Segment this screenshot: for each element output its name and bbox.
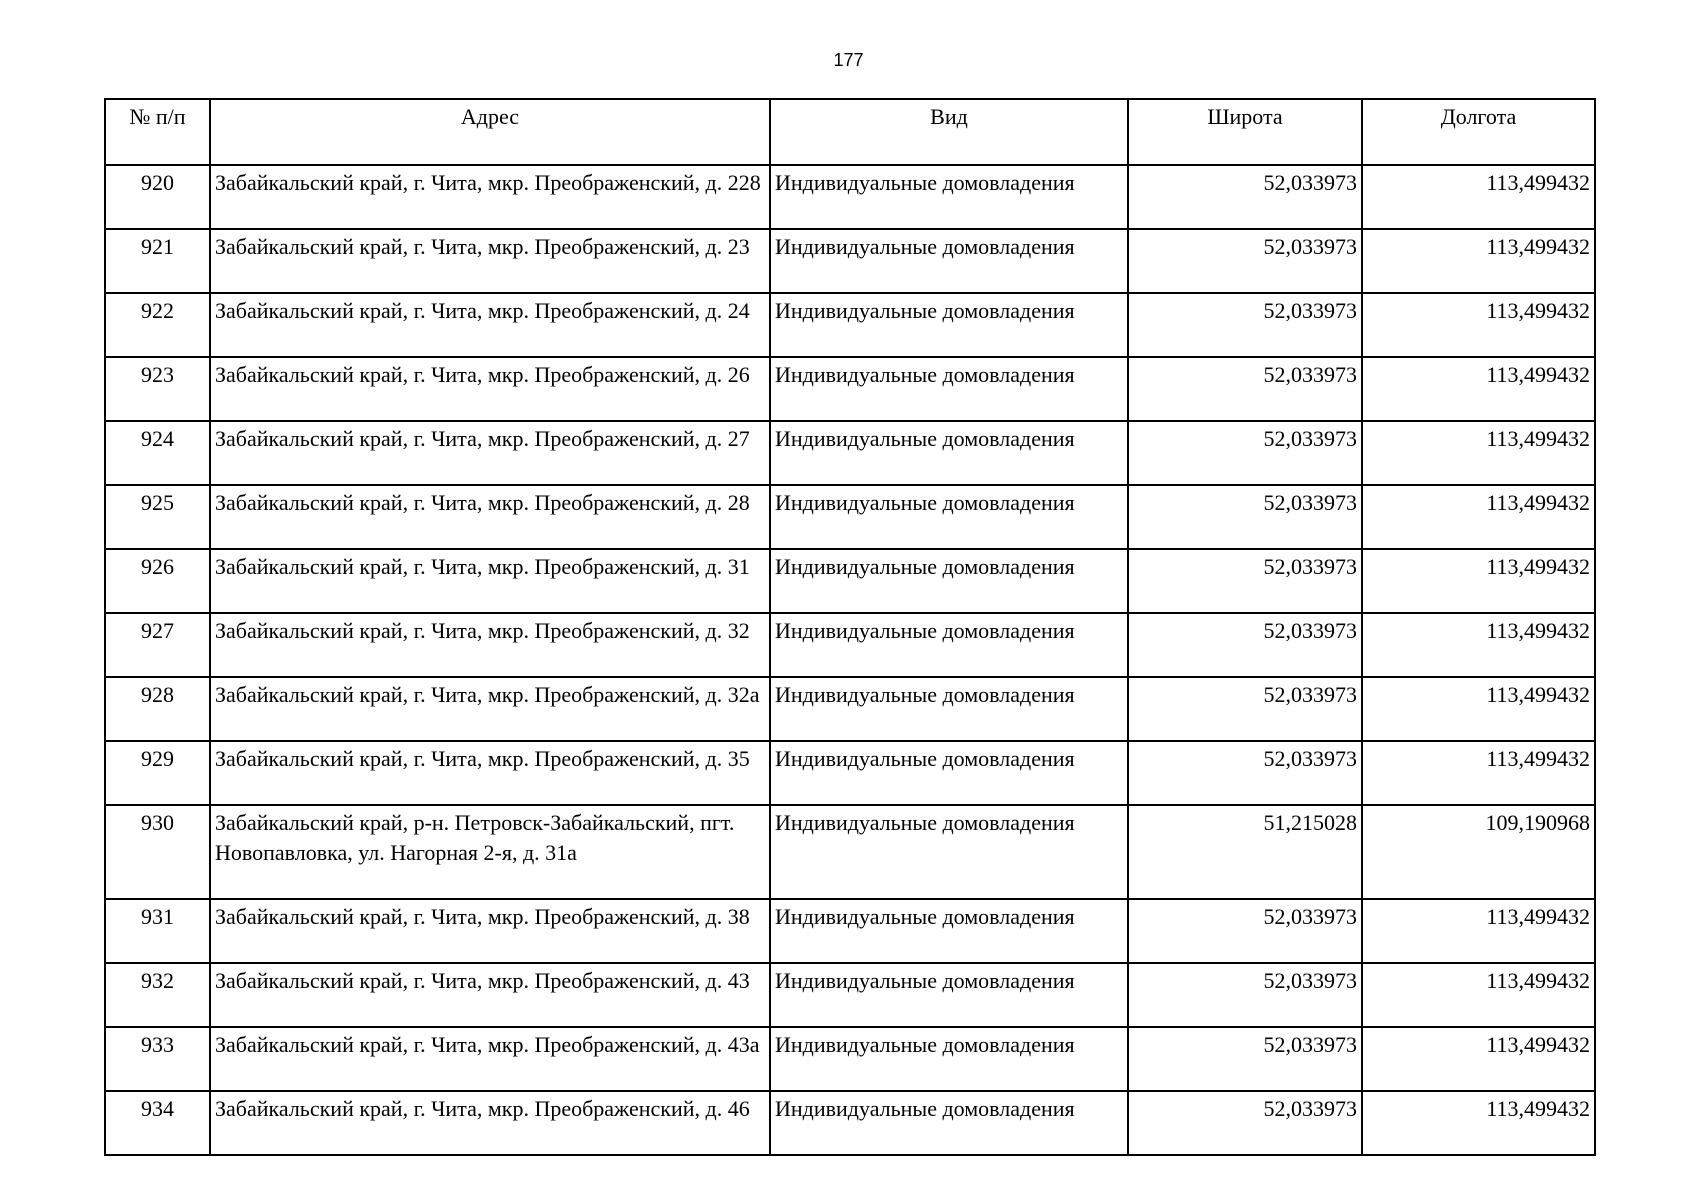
cell-address: Забайкальский край, г. Чита, мкр. Преображенский, д. 24 — [210, 293, 770, 357]
table-body — [105, 165, 1595, 1155]
table-row — [105, 421, 1595, 485]
header-num: № п/п — [105, 99, 210, 165]
cell-address: Забайкальский край, г. Чита, мкр. Преображенский, д. 35 — [210, 741, 770, 805]
cell-address: Забайкальский край, г. Чита, мкр. Преображенский, д. 26 — [210, 357, 770, 421]
cell-address: Забайкальский край, г. Чита, мкр. Преображенский, д. 28 — [210, 485, 770, 549]
cell-address: Забайкальский край, г. Чита, мкр. Преображенский, д. 32 — [210, 613, 770, 677]
table-row — [105, 677, 1595, 741]
cell-num: 928 — [105, 677, 210, 741]
table-row — [105, 485, 1595, 549]
address-table — [104, 98, 1596, 1156]
header-kind: Вид — [770, 99, 1128, 165]
cell-kind: Индивидуальные домовладения — [770, 805, 1128, 899]
cell-latitude: 52,033973 — [1128, 485, 1362, 549]
cell-address: Забайкальский край, г. Чита, мкр. Преображенский, д. 27 — [210, 421, 770, 485]
table-row — [105, 741, 1595, 805]
cell-kind: Индивидуальные домовладения — [770, 899, 1128, 963]
cell-kind: Индивидуальные домовладения — [770, 1091, 1128, 1155]
cell-num: 932 — [105, 963, 210, 1027]
table-row — [105, 613, 1595, 677]
cell-address: Забайкальский край, р-н. Петровск-Забайкальский, пгт. Новопавловка, ул. Нагорная 2-я, д. 31а — [210, 805, 770, 899]
cell-longitude: 113,499432 — [1362, 293, 1595, 357]
cell-kind: Индивидуальные домовладения — [770, 677, 1128, 741]
cell-latitude: 52,033973 — [1128, 613, 1362, 677]
cell-longitude: 113,499432 — [1362, 357, 1595, 421]
table-row — [105, 229, 1595, 293]
cell-kind: Индивидуальные домовладения — [770, 613, 1128, 677]
cell-longitude: 113,499432 — [1362, 165, 1595, 229]
cell-longitude: 109,190968 — [1362, 805, 1595, 899]
cell-latitude: 52,033973 — [1128, 963, 1362, 1027]
cell-address: Забайкальский край, г. Чита, мкр. Преображенский, д. 23 — [210, 229, 770, 293]
cell-address: Забайкальский край, г. Чита, мкр. Преображенский, д. 46 — [210, 1091, 770, 1155]
cell-kind: Индивидуальные домовладения — [770, 549, 1128, 613]
cell-longitude: 113,499432 — [1362, 613, 1595, 677]
cell-longitude: 113,499432 — [1362, 549, 1595, 613]
table-row — [105, 357, 1595, 421]
cell-num: 930 — [105, 805, 210, 899]
cell-address: Забайкальский край, г. Чита, мкр. Преображенский, д. 43 — [210, 963, 770, 1027]
cell-num: 926 — [105, 549, 210, 613]
cell-num: 922 — [105, 293, 210, 357]
cell-latitude: 52,033973 — [1128, 677, 1362, 741]
cell-kind: Индивидуальные домовладения — [770, 229, 1128, 293]
cell-num: 925 — [105, 485, 210, 549]
cell-latitude: 52,033973 — [1128, 293, 1362, 357]
cell-num: 934 — [105, 1091, 210, 1155]
table-header — [105, 99, 1595, 165]
cell-latitude: 52,033973 — [1128, 1027, 1362, 1091]
cell-latitude: 51,215028 — [1128, 805, 1362, 899]
table-row — [105, 899, 1595, 963]
cell-longitude: 113,499432 — [1362, 421, 1595, 485]
cell-kind: Индивидуальные домовладения — [770, 1027, 1128, 1091]
cell-longitude: 113,499432 — [1362, 899, 1595, 963]
cell-num: 920 — [105, 165, 210, 229]
cell-latitude: 52,033973 — [1128, 899, 1362, 963]
cell-longitude: 113,499432 — [1362, 741, 1595, 805]
cell-num: 933 — [105, 1027, 210, 1091]
cell-num: 924 — [105, 421, 210, 485]
cell-latitude: 52,033973 — [1128, 1091, 1362, 1155]
cell-latitude: 52,033973 — [1128, 421, 1362, 485]
cell-kind: Индивидуальные домовладения — [770, 485, 1128, 549]
cell-longitude: 113,499432 — [1362, 963, 1595, 1027]
cell-num: 931 — [105, 899, 210, 963]
table-row — [105, 963, 1595, 1027]
cell-latitude: 52,033973 — [1128, 229, 1362, 293]
cell-num: 923 — [105, 357, 210, 421]
cell-latitude: 52,033973 — [1128, 357, 1362, 421]
table-row — [105, 293, 1595, 357]
table-row — [105, 1091, 1595, 1155]
header-latitude: Широта — [1128, 99, 1362, 165]
cell-num: 921 — [105, 229, 210, 293]
cell-kind: Индивидуальные домовладения — [770, 293, 1128, 357]
table-row — [105, 549, 1595, 613]
cell-longitude: 113,499432 — [1362, 229, 1595, 293]
cell-kind: Индивидуальные домовладения — [770, 357, 1128, 421]
header-longitude: Долгота — [1362, 99, 1595, 165]
cell-kind: Индивидуальные домовладения — [770, 421, 1128, 485]
header-row — [105, 99, 1595, 165]
cell-address: Забайкальский край, г. Чита, мкр. Преображенский, д. 32а — [210, 677, 770, 741]
cell-address: Забайкальский край, г. Чита, мкр. Преображенский, д. 31 — [210, 549, 770, 613]
cell-latitude: 52,033973 — [1128, 165, 1362, 229]
cell-address: Забайкальский край, г. Чита, мкр. Преображенский, д. 43а — [210, 1027, 770, 1091]
cell-num: 927 — [105, 613, 210, 677]
cell-latitude: 52,033973 — [1128, 741, 1362, 805]
cell-address: Забайкальский край, г. Чита, мкр. Преображенский, д. 228 — [210, 165, 770, 229]
cell-kind: Индивидуальные домовладения — [770, 165, 1128, 229]
cell-kind: Индивидуальные домовладения — [770, 963, 1128, 1027]
cell-num: 929 — [105, 741, 210, 805]
page-number: 177 — [833, 50, 864, 70]
cell-longitude: 113,499432 — [1362, 485, 1595, 549]
cell-longitude: 113,499432 — [1362, 1091, 1595, 1155]
table-row — [105, 165, 1595, 229]
cell-kind: Индивидуальные домовладения — [770, 741, 1128, 805]
cell-latitude: 52,033973 — [1128, 549, 1362, 613]
table-row — [105, 805, 1595, 899]
table-row — [105, 1027, 1595, 1091]
cell-longitude: 113,499432 — [1362, 1027, 1595, 1091]
header-address: Адрес — [210, 99, 770, 165]
cell-longitude: 113,499432 — [1362, 677, 1595, 741]
cell-address: Забайкальский край, г. Чита, мкр. Преображенский, д. 38 — [210, 899, 770, 963]
